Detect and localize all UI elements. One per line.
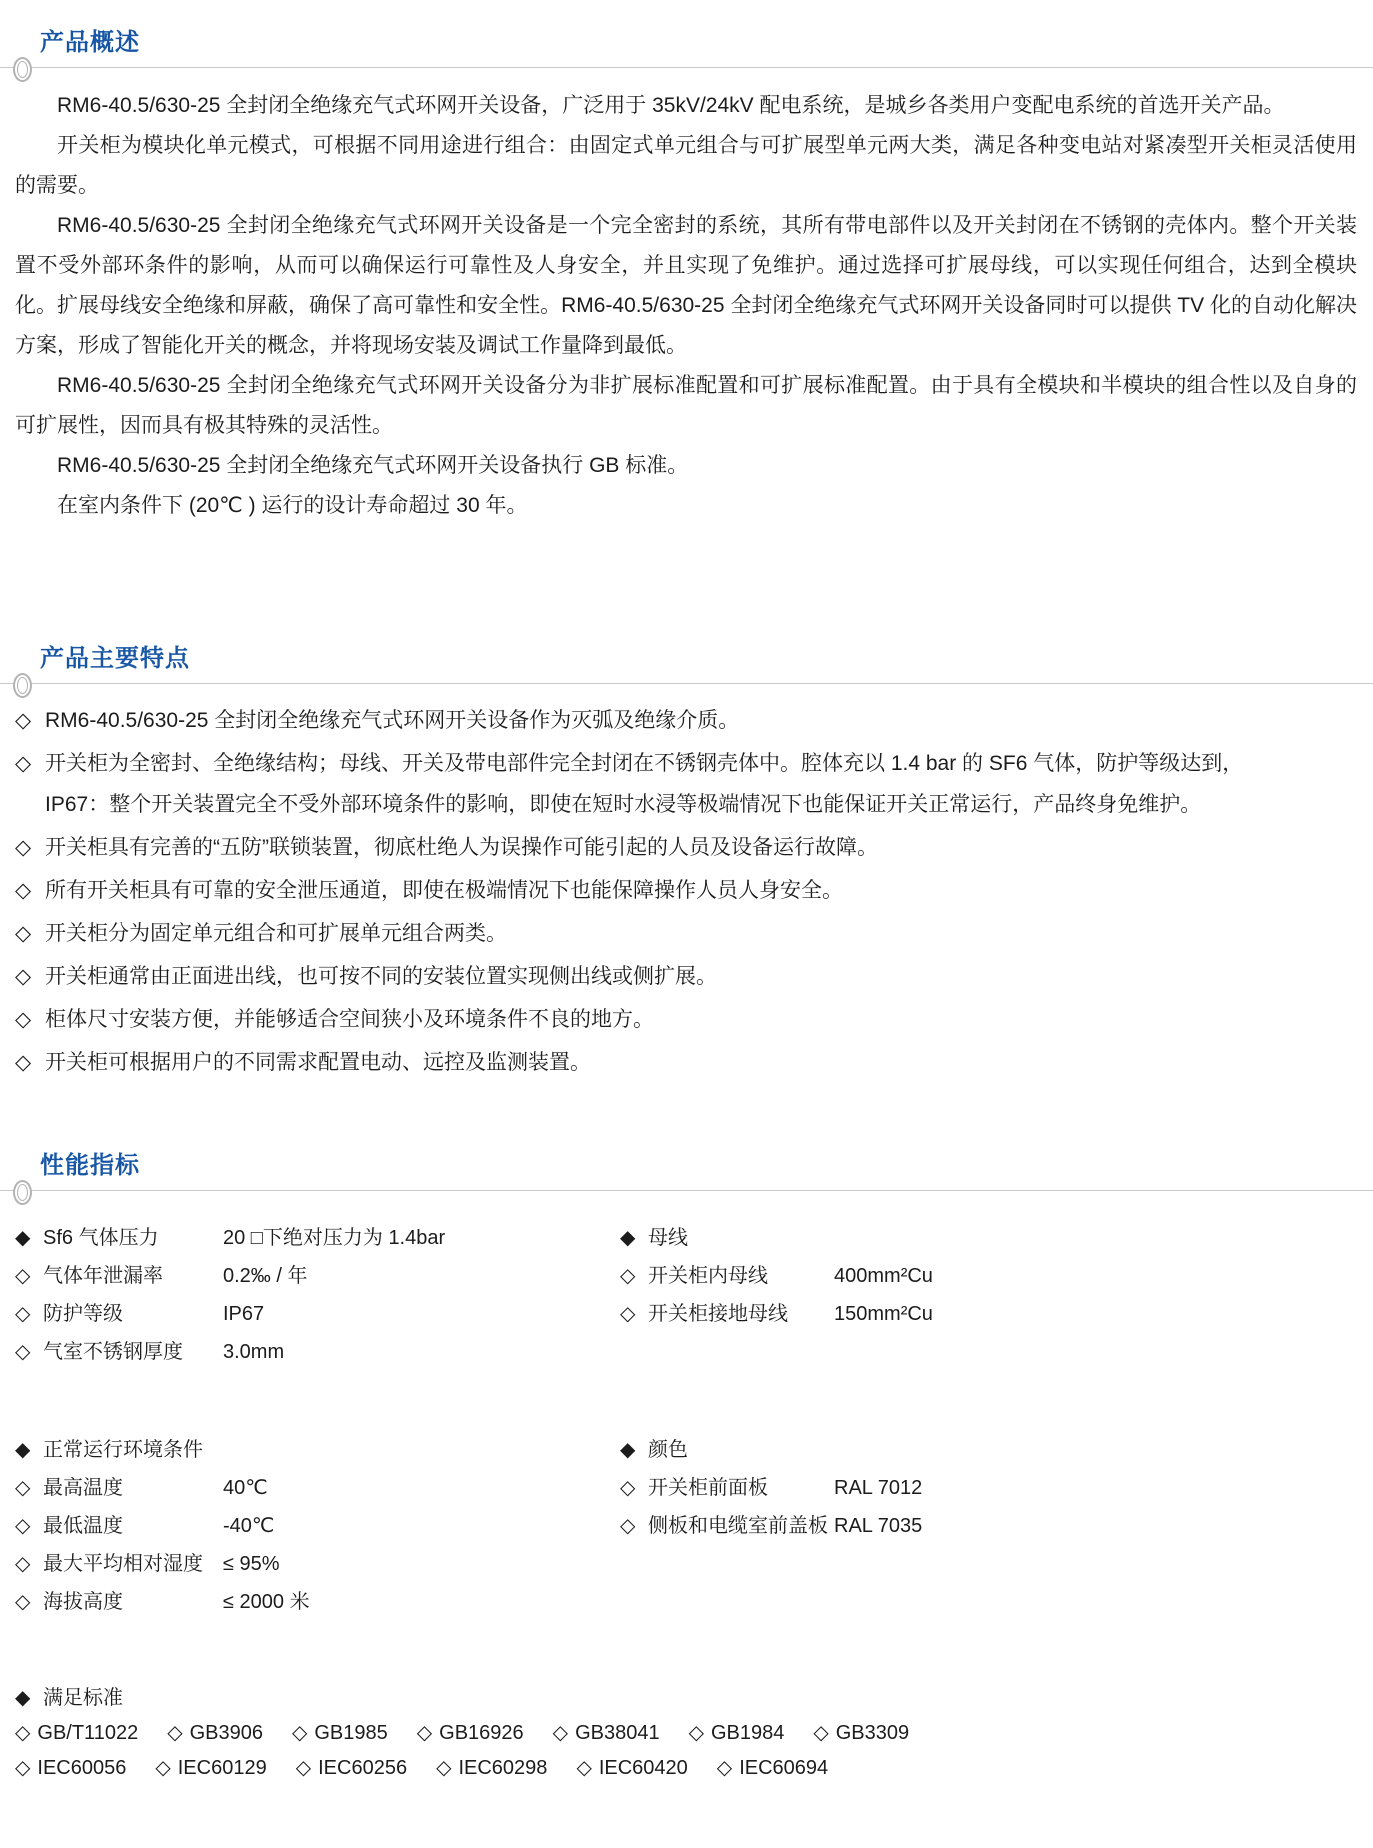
spec-row — [15, 1297, 620, 1331]
feature-item — [15, 956, 1357, 997]
standards-row-iec — [15, 1751, 1357, 1785]
spec-heading-row — [15, 1433, 620, 1467]
spec-label: 侧板和电缆室前盖板 — [648, 1515, 828, 1537]
overview-body — [0, 68, 1373, 526]
hollow-diamond-icon: ◇ — [15, 1515, 31, 1537]
spec-row — [15, 1471, 620, 1505]
hollow-diamond-icon: ◇ — [15, 1051, 32, 1074]
spec-value: IP67 — [223, 1303, 265, 1325]
spec-group-gas — [15, 1221, 620, 1373]
spec-value: RAL 7035 — [834, 1515, 923, 1537]
hollow-diamond-icon: ◇ — [15, 1477, 31, 1499]
spec-group-environment — [15, 1433, 620, 1623]
hollow-diamond-icon: ◇ — [15, 752, 32, 775]
paragraph: 开关柜为模块化单元模式，可根据不同用途进行组合：由固定式单元组合与可扩展型单元两大类，满足各种变电站对紧凑型开关柜灵活使用的需要。 — [15, 134, 1357, 197]
ring-icon — [13, 673, 32, 698]
section-title: 产品概述 — [40, 29, 140, 56]
standard-item — [717, 1751, 828, 1785]
feature-item — [15, 999, 1357, 1040]
spec-label: 正常运行环境条件 — [43, 1439, 203, 1461]
spec-value: 150mm²Cu — [834, 1303, 933, 1325]
feature-item — [15, 913, 1357, 954]
spec-label: 最高温度 — [43, 1477, 123, 1499]
filled-diamond-icon: ◆ — [15, 1439, 31, 1461]
standard-item — [167, 1716, 263, 1750]
standard-label: IEC60694 — [739, 1757, 829, 1779]
spec-row — [15, 1335, 620, 1369]
standard-label: GB1985 — [314, 1722, 388, 1744]
feature-text: 开关柜分为固定单元组合和可扩展单元组合两类。 — [45, 922, 507, 945]
feature-text-line2: IP67：整个开关装置完全不受外部环境条件的影响，即使在短时水浸等极端情况下也能保证开关正常运行，产品终身免维护。 — [45, 793, 1202, 816]
spec-label: 气体年泄漏率 — [43, 1265, 163, 1287]
filled-diamond-icon: ◆ — [15, 1227, 31, 1249]
spec-label: 最大平均相对湿度 — [43, 1553, 203, 1575]
hollow-diamond-icon: ◇ — [813, 1722, 829, 1744]
hollow-diamond-icon: ◇ — [15, 836, 32, 859]
section-header — [0, 28, 1373, 68]
spec-value: -40℃ — [223, 1515, 275, 1537]
paragraph: RM6-40.5/630-25 全封闭全绝缘充气式环网开关设备，广泛用于 35kV/24kV 配电系统，是城乡各类用户变配电系统的首选开关产品。 — [57, 94, 1285, 117]
feature-text: 开关柜通常由正面进出线，也可按不同的安装位置实现侧出线或侧扩展。 — [45, 965, 717, 988]
hollow-diamond-icon: ◇ — [167, 1722, 183, 1744]
standard-label: GB3309 — [835, 1722, 910, 1744]
standard-label: GB16926 — [439, 1722, 524, 1744]
spec-label: 海拔高度 — [43, 1591, 123, 1613]
standard-item — [15, 1716, 138, 1750]
standard-item — [813, 1716, 909, 1750]
hollow-diamond-icon: ◇ — [291, 1722, 308, 1744]
hollow-diamond-icon: ◇ — [15, 1008, 32, 1031]
spec-grid-top — [15, 1221, 1357, 1373]
hollow-diamond-icon: ◇ — [620, 1515, 636, 1537]
hollow-diamond-icon: ◇ — [620, 1265, 636, 1287]
spec-label: 最低温度 — [43, 1515, 123, 1537]
spec-row — [620, 1297, 1357, 1331]
section-features — [0, 644, 1373, 1083]
standard-label: IEC60420 — [598, 1757, 688, 1779]
spec-value: 20 □下绝对压力为 1.4bar — [223, 1227, 446, 1249]
standard-label: GB3906 — [189, 1722, 263, 1744]
feature-text: 开关柜可根据用户的不同需求配置电动、远控及监测装置。 — [45, 1051, 591, 1074]
hollow-diamond-icon: ◇ — [716, 1757, 733, 1779]
spec-value: 400mm²Cu — [834, 1265, 933, 1287]
hollow-diamond-icon: ◇ — [620, 1303, 636, 1325]
standard-label: GB/T11022 — [37, 1722, 139, 1744]
spec-value: 0.2‰ / 年 — [223, 1265, 308, 1287]
feature-item — [15, 743, 1357, 825]
spec-value: 3.0mm — [223, 1341, 285, 1363]
hollow-diamond-icon: ◇ — [295, 1757, 312, 1779]
spec-label: 开关柜接地母线 — [648, 1303, 788, 1325]
hollow-diamond-icon: ◇ — [15, 1553, 31, 1575]
hollow-diamond-icon: ◇ — [15, 1341, 31, 1363]
section-header — [0, 644, 1373, 684]
paragraph: RM6-40.5/630-25 全封闭全绝缘充气式环网开关设备分为非扩展标准配置和可扩展标准配置。由于具有全模块和半模块的组合性以及自身的可扩展性，因而具有极其特殊的灵活性。 — [15, 374, 1357, 437]
standard-label: IEC60256 — [318, 1757, 408, 1779]
hollow-diamond-icon: ◇ — [552, 1722, 569, 1744]
spec-heading-row — [620, 1221, 1357, 1255]
spec-value: RAL 7012 — [834, 1477, 923, 1499]
spec-row — [620, 1259, 1357, 1293]
feature-item — [15, 870, 1357, 911]
standard-item — [292, 1716, 388, 1750]
spec-value: ≤ 2000 米 — [223, 1591, 310, 1613]
filled-diamond-icon: ◆ — [620, 1439, 636, 1461]
hollow-diamond-icon: ◇ — [620, 1477, 636, 1499]
standards-heading — [15, 1681, 1357, 1715]
hollow-diamond-icon: ◇ — [15, 965, 32, 988]
section-header — [0, 1151, 1373, 1191]
spec-row — [15, 1259, 620, 1293]
hollow-diamond-icon: ◇ — [15, 1757, 31, 1779]
standard-item — [417, 1716, 524, 1750]
paragraph: RM6-40.5/630-25 全封闭全绝缘充气式环网开关设备是一个完全密封的系统，其所有带电部件以及开关封闭在不锈钢的壳体内。整个开关装置不受外部环条件的影响，从而可以确保运行可靠性及人身安全，并且实现了免维护。通过选择可扩展母线，可以实现任何组合，达到全模块化。扩展母线安全绝缘和屏蔽，确保了高可靠性和安全性。RM6-40.5/630-25 全封闭全绝缘充气式环网开关设备同时可以提供 TV 化的自动化解决方案，形成了智能化开关的概念，并将现场安装及调试工作量降到最低。 — [15, 214, 1357, 357]
spec-row — [15, 1585, 620, 1619]
feature-item — [15, 1042, 1357, 1083]
standard-item — [576, 1751, 687, 1785]
feature-item — [15, 827, 1357, 868]
section-specs — [0, 1151, 1373, 1785]
standard-item — [436, 1751, 547, 1785]
standard-item — [553, 1716, 660, 1750]
hollow-diamond-icon: ◇ — [15, 1722, 31, 1744]
hollow-diamond-icon: ◇ — [15, 1265, 31, 1287]
standard-label: IEC60056 — [37, 1757, 127, 1779]
hollow-diamond-icon: ◇ — [155, 1757, 171, 1779]
feature-text — [45, 743, 1357, 825]
spec-label: 气室不锈钢厚度 — [43, 1341, 183, 1363]
standard-item — [15, 1751, 126, 1785]
spec-label: 开关柜前面板 — [648, 1477, 768, 1499]
spec-heading-row — [15, 1221, 620, 1255]
hollow-diamond-icon: ◇ — [15, 1303, 31, 1325]
standard-item — [155, 1751, 266, 1785]
feature-text: 开关柜具有完善的“五防”联锁装置，彻底杜绝人为误操作可能引起的人员及设备运行故障。 — [45, 836, 878, 859]
standard-item — [689, 1716, 785, 1750]
spec-label: 开关柜内母线 — [648, 1265, 768, 1287]
standard-label: IEC60129 — [177, 1757, 267, 1779]
spec-row — [15, 1509, 620, 1543]
standards-block — [15, 1681, 1357, 1785]
standard-item — [296, 1751, 407, 1785]
feature-text-line1: 开关柜为全密封、全绝缘结构；母线、开关及带电部件完全封闭在不锈钢壳体中。腔体充以 1.4 bar 的 SF6 气体，防护等级达到， — [45, 752, 1244, 775]
section-title: 性能指标 — [40, 1152, 140, 1179]
spec-row — [620, 1509, 1357, 1543]
spec-grid-bottom — [15, 1433, 1357, 1623]
hollow-diamond-icon: ◇ — [688, 1722, 704, 1744]
feature-text: 所有开关柜具有可靠的安全泄压通道，即使在极端情况下也能保障操作人员人身安全。 — [45, 879, 843, 902]
spec-row — [15, 1547, 620, 1581]
hollow-diamond-icon: ◇ — [15, 1591, 31, 1613]
spec-heading-row — [620, 1433, 1357, 1467]
hollow-diamond-icon: ◇ — [416, 1722, 433, 1744]
standard-label: IEC60298 — [458, 1757, 548, 1779]
section-title: 产品主要特点 — [40, 645, 190, 672]
ring-icon — [13, 57, 32, 82]
hollow-diamond-icon: ◇ — [436, 1757, 452, 1779]
filled-diamond-icon: ◆ — [620, 1227, 636, 1249]
feature-item — [15, 700, 1357, 741]
standards-heading-label: 满足标准 — [43, 1687, 123, 1709]
hollow-diamond-icon: ◇ — [15, 879, 32, 902]
standard-label: GB38041 — [575, 1722, 660, 1744]
spec-label: 母线 — [648, 1227, 688, 1249]
paragraph: RM6-40.5/630-25 全封闭全绝缘充气式环网开关设备执行 GB 标准。 — [57, 454, 689, 477]
spec-value: ≤ 95% — [223, 1553, 280, 1575]
spec-group-busbar — [620, 1221, 1357, 1373]
feature-text: 柜体尺寸安装方便，并能够适合空间狭小及环境条件不良的地方。 — [45, 1008, 654, 1031]
standard-label: GB1984 — [710, 1722, 785, 1744]
spec-label: 防护等级 — [43, 1303, 123, 1325]
ring-icon — [13, 1180, 32, 1205]
spec-label: Sf6 气体压力 — [43, 1227, 159, 1249]
paragraph: 在室内条件下 (20℃ ) 运行的设计寿命超过 30 年。 — [57, 494, 528, 517]
hollow-diamond-icon: ◇ — [576, 1757, 592, 1779]
hollow-diamond-icon: ◇ — [15, 922, 32, 945]
specs-body — [0, 1191, 1373, 1785]
hollow-diamond-icon: ◇ — [15, 709, 32, 732]
filled-diamond-icon: ◆ — [15, 1687, 31, 1709]
spec-value: 40℃ — [223, 1477, 268, 1499]
feature-text: RM6-40.5/630-25 全封闭全绝缘充气式环网开关设备作为灭弧及绝缘介质。 — [45, 709, 740, 732]
spec-label: 颜色 — [648, 1439, 688, 1461]
standards-row-gb — [15, 1716, 1357, 1750]
spec-row — [620, 1471, 1357, 1505]
section-overview — [0, 28, 1373, 526]
spec-group-color — [620, 1433, 1357, 1623]
feature-list — [0, 684, 1373, 1083]
